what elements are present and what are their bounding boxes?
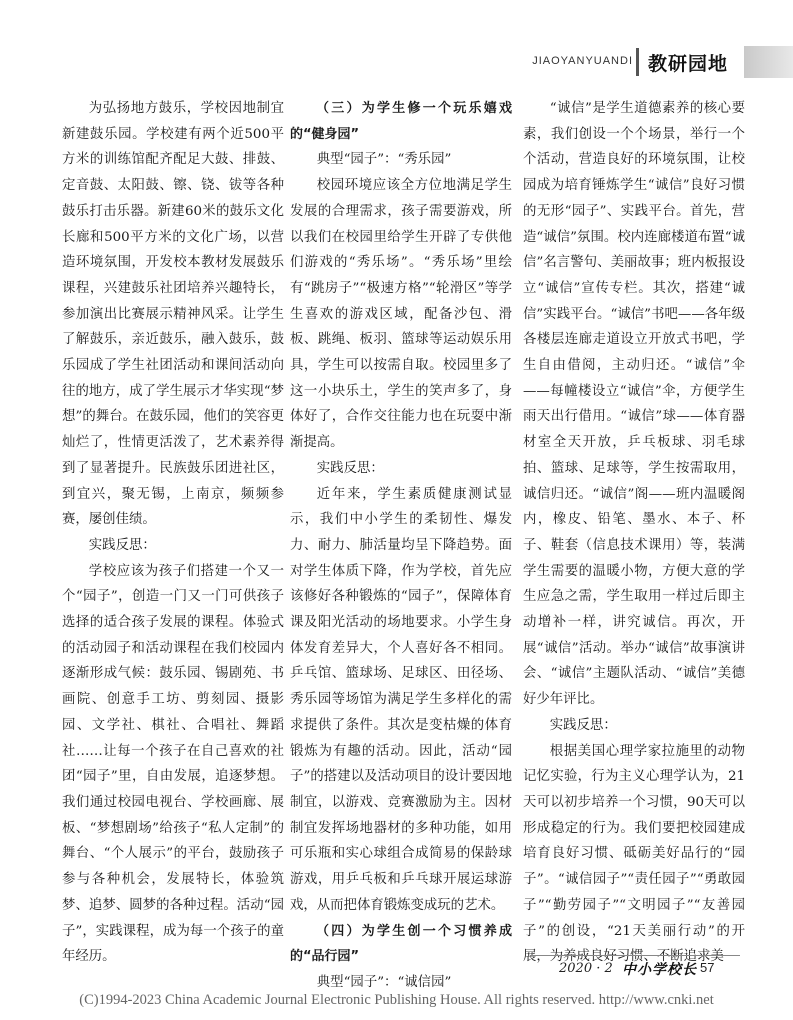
paragraph: 学校应该为孩子们搭建一个又一个“园子”，创造一门又一门可供孩子选择的适合孩子发展的课程。体验式的活动园子和活动课程在我们校园内逐渐形成气候：鼓乐园、锡剧苑、书画院、创意手工坊、剪刻园、摄影园、文学社、棋社、合唱社、舞蹈社……让每一个孩子在自己喜欢的社团“园子”里，自由发展，追逐梦想。我们通过校园电视台、学校画廊、展板、“梦想剧场”给孩子“私人定制”的舞台、“个人展示”的平台，鼓励孩子参与各种机会，发展特长，体验筑梦、追梦、圆梦的各种过程。活动“园子”，实践课程，成为每一个孩子的童年经历。: [62, 563, 284, 965]
paragraph: 实践反思：: [316, 460, 384, 476]
page-number: 57: [700, 960, 715, 975]
footer-issue: 2020 · 2: [559, 961, 613, 976]
section-heading: （四）为学生创一个习惯养成的“品行园”: [290, 923, 512, 965]
column-1: [62, 96, 284, 970]
column-3: [523, 96, 745, 970]
header-divider: [636, 48, 639, 76]
column-2: [290, 96, 512, 996]
header-gradient-bar: [744, 46, 793, 78]
paragraph: 根据美国心理学家拉施里的动物记忆实验，行为主义心理学认为，21天可以初步培养一个习惯，90天可以形成稳定的行为。我们要把校园建成培育良好习惯、砥砺美好品行的“园子”。“诚信园子”“责任园子”“勇敢园子”“勤劳园子”“文明园子”“友善园子”的创设，“21天美丽行动”的开展，为养成良好习惯、不断追求美: [523, 743, 745, 965]
paragraph: 实践反思：: [88, 537, 156, 553]
paragraph: 实践反思：: [549, 717, 617, 733]
footer-magazine-name: 中小学校长: [622, 962, 697, 978]
paragraph: 典型“园子”：“秀乐园”: [316, 152, 452, 168]
header-section-title: 教研园地: [648, 53, 729, 75]
paragraph: 校园环境应该全方位地满足学生发展的合理需求，孩子需要游戏，所以我们在校园里给学生开辟了专供他们游戏的“秀乐场”。“秀乐场”里绘有“跳房子”“极速方格”“轮滑区”等学生喜欢的游戏区域，配备沙包、滑板、跳绳、板羽、篮球等运动娱乐用具，学生可以按需自取。校园里多了这一小块乐土，学生的笑声多了，身体好了，合作交往能力也在玩耍中渐渐提高。: [290, 178, 512, 451]
header-pinyin: JIAOYANYUANDI: [532, 55, 633, 67]
paragraph: “诚信”是学生道德素养的核心要素，我们创设一个个场景，举行一个个活动，营造良好的环境氛围，让校园成为培育锤炼学生“诚信”良好习惯的无形“园子”、实践平台。首先，营造“诚信”氛围。校内连廊楼道布置“诚信”名言警句、美丽故事；班内板报设立“诚信”宣传专栏。其次，搭建“诚信”实践平台。“诚信”书吧——各年级各楼层连廊走道设立开放式书吧，学生自由借阅，主动归还。“诚信”伞——每幢楼设立“诚信”伞，方便学生雨天出行借用。“诚信”球——体育器材室全天开放，乒乓板球、羽毛球拍、篮球、足球等，学生按需取用，诚信归还。“诚信”阁——班内温暖阁内，橡皮、铅笔、墨水、本子、杯子、鞋套（信息技术课用）等，装满学生需要的温暖小物，方便大意的学生应急之需，学生取用一样过后即主动增补一样，讲究诚信。再次，开展“诚信”活动。举办“诚信”故事演讲会、“诚信”主题队活动、“诚信”美德好少年评比。: [523, 101, 745, 708]
copyright-line: (C)1994-2023 China Academic Journal Electronic Publishing House. All rights reserved. http://www.cnki.net: [79, 992, 714, 1008]
paragraph: 为弘扬地方鼓乐，学校因地制宜新建鼓乐园。学校建有两个近500平方米的训练馆配齐配足大鼓、排鼓、定音鼓、太阳鼓、镲、铙、钹等各种鼓乐打击乐器。新建60米的鼓乐文化长廊和500平方米的文化广场，以营造环境氛围，开发校本教材发展鼓乐课程，兴建鼓乐社团培养兴趣特长，参加演出比赛展示精神风采。让学生了解鼓乐，亲近鼓乐，融入鼓乐，鼓乐园成了学生社团活动和课间活动向往的地方，成了学生展示才华实现“梦想”的舞台。在鼓乐园，他们的笑容更灿烂了，性情更活泼了，艺术素养得到了显著提升。民族鼓乐团进社区，到宜兴，聚无锡，上南京，频频参赛，屡创佳绩。: [62, 101, 284, 528]
paragraph: 近年来，学生素质健康测试显示，我们中小学生的柔韧性、爆发力、耐力、肺活量均呈下降趋势。面对学生体质下降，作为学校，首先应该修好各种锻炼的“园子”，保障体育课及阳光活动的场地要求。小学生身体发育差异大，个人喜好各不相同。乒乓馆、篮球场、足球区、田径场、秀乐园等场馆为满足学生多样化的需求提供了条件。其次是变枯燥的体育锻炼为有趣的活动。因此，活动“园子”的搭建以及活动项目的设计要因地制宜，以游戏、竞赛激励为主。因材制宜发挥场地器材的多种功能，如用可乐瓶和实心球组合成简易的保龄球游戏，用乒乓板和乒乓球开展运球游戏，从而把体育锻炼变成玩的艺术。: [290, 486, 512, 913]
paragraph: 典型“园子”：“诚信园”: [316, 974, 452, 990]
section-heading: （三）为学生修一个玩乐嬉戏的“健身园”: [290, 101, 512, 142]
